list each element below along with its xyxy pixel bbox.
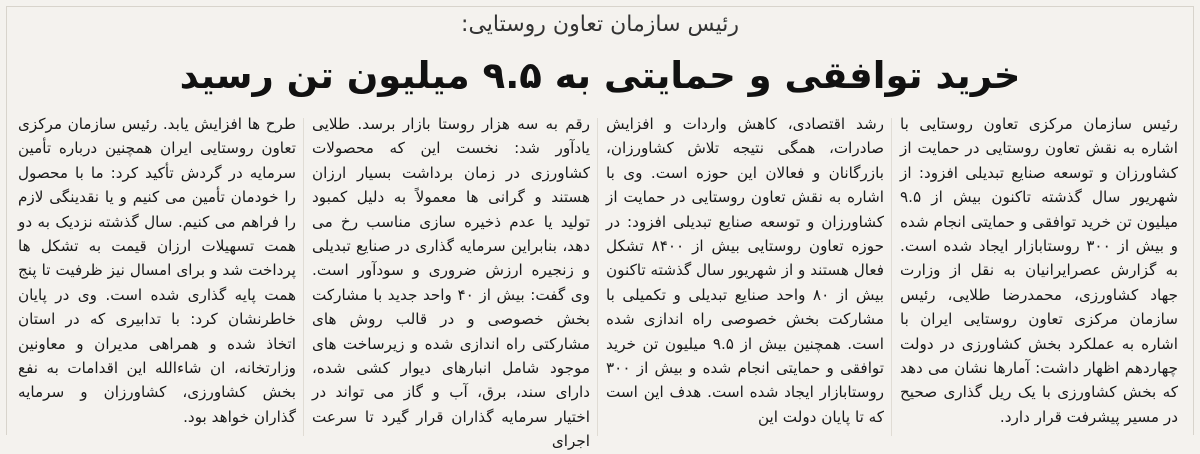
- article-headline: خرید توافقی و حمایتی به ۹.۵ میلیون تن رسید: [179, 54, 1021, 97]
- article-column-2: رشد اقتصادی، کاهش واردات و افزایش صادرات، همگی نتیجه تلاش کشاورزان، بازرگانان و فعالان این حوزه است. وی با اشاره به نقش تعاون روستایی در حمایت از کشاورزان و توسعه صنایع تبدیلی افزود: در حوزه تعاون روستایی بیش از ۸۴۰۰ تشکل فعال هستند و از شهریور سال گذشته تاکنون بیش از ۸۰ واحد صنایع تبدیلی و تکمیلی با مشارکت بخش خصوصی راه اندازی شده است. همچنین بیش از ۹.۵ میلیون تن خرید توافقی و حمایتی انجام شده و بیش از ۳۰۰ روستابازار ایجاد شده است. هدف این است که تا پایان دولت این: [606, 115, 884, 426]
- article-column-3: رقم به سه هزار روستا بازار برسد. طلایی یادآور شد: نخست این که محصولات کشاورزی در زمان برداشت بسیار ارزان هستند و گرانی ها معمولاً به دلیل کمبود تولید یا عدم ذخیره سازی مناسب رخ می دهد، بنابراین سرمایه گذاری در صنایع تبدیلی و زنجیره ارزش ضروری و سودآور است. وی گفت: بیش از ۴۰ واحد جدید با مشارکت بخش خصوصی و در قالب روش های مشارکتی راه اندازی شده و زیرساخت های موجود شامل انبارهای دیوار کشی شده، دارای سند، برق، آب و گاز می تواند در اختیار سرمایه گذاران قرار گیرد تا سرعت اجرای: [312, 115, 590, 451]
- article-kicker: رئیس سازمان تعاون روستایی:: [461, 12, 739, 37]
- article-column-1: رئیس سازمان مرکزی تعاون روستایی با اشاره به نقش تعاون روستایی در حمایت از کشاورزان و توسعه صنایع تبدیلی افزود: از شهریور سال گذشته تاکنون بیش از ۹.۵ میلیون تن خرید توافقی و حمایتی انجام شده و بیش از ۳۰۰ روستابازار ایجاد شده است. به گزارش عصرایرانیان به نقل از وزارت جهاد کشاورزی، محمدرضا طلایی، رئیس سازمان مرکزی تعاون روستایی ایران با اشاره به عملکرد بخش کشاورزی در دولت چهاردهم اظهار داشت: آمارها نشان می دهد که بخش کشاورزی با یک ریل گذاری صحیح در مسیر پیشرفت قرار دارد.: [900, 115, 1179, 426]
- column-divider: [597, 118, 598, 436]
- column-divider: [891, 118, 892, 436]
- article-column-4: طرح ها افزایش یابد. رئیس سازمان مرکزی تعاون روستایی ایران همچنین درباره تأمین سرمایه در گردش تأکید کرد: ما با محصول را خودمان تأمین می کنیم و یا نقدینگی لازم را فراهم می کنیم. سال گذشته نزدیک به دو همت تسهیلات ارزان قیمت به تشکل ها پرداخت شد و برای امسال نیز ظرفیت تا پنج همت پایه گذاری شده است. وی در پایان خاطرنشان کرد: با تدابیری که در استان اتخاذ شده و همراهی مدیران و معاونین وزارتخانه، ان شاءالله این اقدامات به نفع بخش کشاورزی، کشاورزان و سرمایه گذاران خواهد بود.: [18, 115, 296, 426]
- article-body: [10, 112, 1190, 451]
- column-divider: [303, 118, 304, 436]
